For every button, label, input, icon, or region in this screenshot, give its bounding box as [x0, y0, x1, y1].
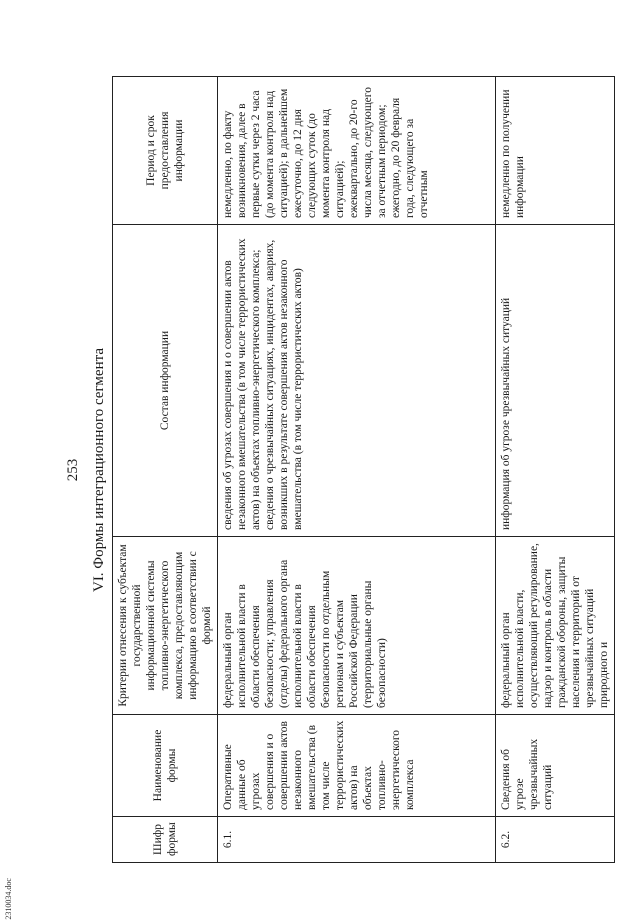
- header-criteria: Критерии отнесения к субъектам государственной информационной системы топливно-энергетического комплекса, предоставляющим информацию в соответствии с формой: [113, 537, 218, 715]
- row-name: Оперативные данные об угрозах совершения и о совершении актов незаконного вмешательства (в том числе террористических актов) на объектах топливно-энергетического комплекса: [218, 715, 496, 817]
- header-content: Состав информации: [113, 225, 218, 537]
- row-content: информация об угрозе чрезвычайных ситуаций: [496, 225, 615, 537]
- table-header-row: [113, 77, 218, 863]
- row-period: немедленно по получении информации: [496, 77, 615, 225]
- row-period: немедленно, по факту возникновения, далее в первые сутки через 2 часа (до момента контроля над ситуацией); в дальнейшем ежесуточно, до 12 дня следующих суток (до момента контроля над ситуацией); ежеквартально, до 20-го числа месяца, следующего за отчетным периодом; ежегодно, до 20 февраля года, следующего за отчетным: [218, 77, 496, 225]
- row-code: 6.2.: [496, 817, 615, 863]
- table-row: [218, 77, 496, 863]
- header-period: Период и срок предоставления информации: [113, 77, 218, 225]
- row-criteria: федеральный орган исполнительной власти, осуществляющий регулирование, надзор и контроль в области гражданской обороны, защиты населения и территорий от чрезвычайных ситуаций природного и: [496, 537, 615, 715]
- header-code: Шифр формы: [113, 817, 218, 863]
- row-name: Сведения об угрозе чрезвычайных ситуаций: [496, 715, 615, 817]
- forms-table: [112, 76, 615, 863]
- row-criteria: федеральный орган исполнительной власти в области обеспечения безопасности; управления (отделы) федерального органа исполнительной власти в области обеспечения безопасности по отдельным регионам и субъектам Российской Федерации (территориальные органы безопасности): [218, 537, 496, 715]
- header-name: Наименование формы: [113, 715, 218, 817]
- row-content: сведения об угрозах совершения и о совершении актов незаконного вмешательства (в том числе террористических актов) на объектах топливно-энергетического комплекса; сведения о чрезвычайных ситуациях, инцидентах, авариях, возникших в результате совершения актов незаконного вмешательства (в том числе террористических актов): [218, 225, 496, 537]
- row-code: 6.1.: [218, 817, 496, 863]
- document-code: 2310034.doc: [4, 878, 13, 920]
- rotated-page: [62, 75, 610, 865]
- table-row: [496, 77, 615, 863]
- section-title: VI. Формы интеграционного сегмента: [91, 348, 107, 593]
- page-number: 253: [65, 458, 81, 482]
